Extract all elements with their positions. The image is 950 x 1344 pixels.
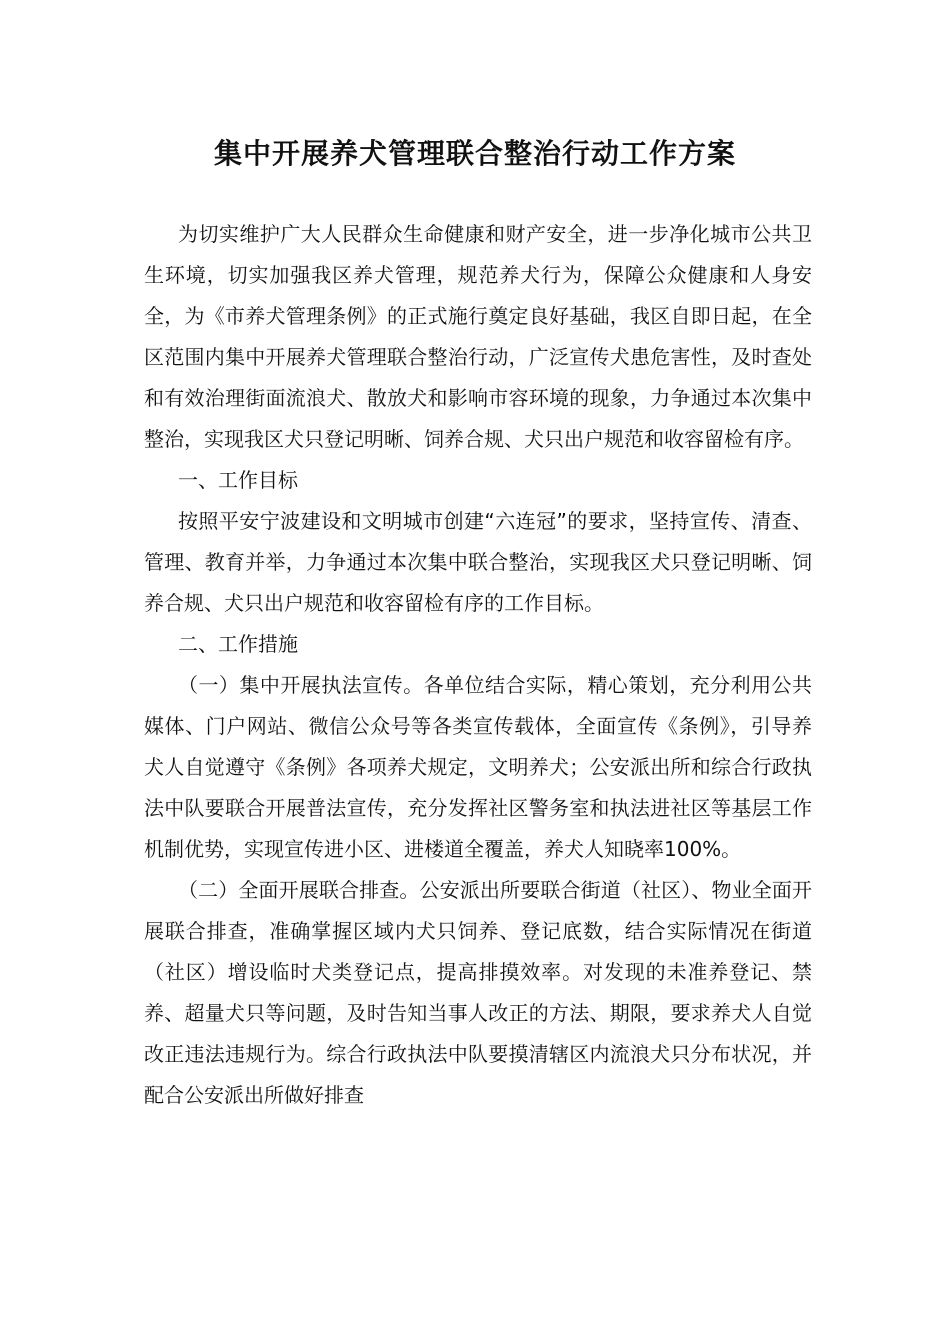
measure-paragraph-1: （一）集中开展执法宣传。各单位结合实际，精心策划，充分利用公共媒体、门户网站、微信公众号等各类宣传载体，全面宣传《条例》，引导养犬人自觉遵守《条例》各项养犬规定，文明养犬；公安派出所和综合行政执法中队要联合开展普法宣传，充分发挥社区警务室和执法进社区等基层工作机制优势，实现宣传进小区、进楼道全覆盖，养犬人知晓率100%。 — [144, 673, 812, 861]
document-title: 集中开展养犬管理联合整治行动工作方案 — [213, 137, 736, 170]
section-heading-goals: 一、工作目标 — [178, 468, 298, 492]
section-heading-measures: 二、工作措施 — [178, 632, 298, 656]
measure-paragraph-2: （二）全面开展联合排查。公安派出所要联合街道（社区）、物业全面开展联合排查，准确掌握区域内犬只饲养、登记底数，结合实际情况在街道（社区）增设临时犬类登记点，提高排摸效率。对发现的未准养登记、禁养、超量犬只等问题，及时告知当事人改正的方法、期限，要求养犬人自觉改正违法违规行为。综合行政执法中队要摸清辖区内流浪犬只分布状况，并配合公安派出所做好排查 — [144, 878, 812, 1107]
goals-paragraph: 按照平安宁波建设和文明城市创建“六连冠”的要求，坚持宣传、清查、管理、教育并举，力争通过本次集中联合整治，实现我区犬只登记明晰、饲养合规、犬只出户规范和收容留检有序的工作目标。 — [144, 509, 812, 615]
intro-paragraph: 为切实维护广大人民群众生命健康和财产安全，进一步净化城市公共卫生环境，切实加强我区养犬管理，规范养犬行为，保障公众健康和人身安全，为《市养犬管理条例》的正式施行奠定良好基础，我区自即日起，在全区范围内集中开展养犬管理联合整治行动，广泛宣传犬患危害性，及时查处和有效治理街面流浪犬、散放犬和影响市容环境的现象，力争通过本次集中整治，实现我区犬只登记明晰、饲养合规、犬只出户规范和收容留检有序。 — [144, 222, 812, 451]
document-body — [144, 214, 812, 1116]
